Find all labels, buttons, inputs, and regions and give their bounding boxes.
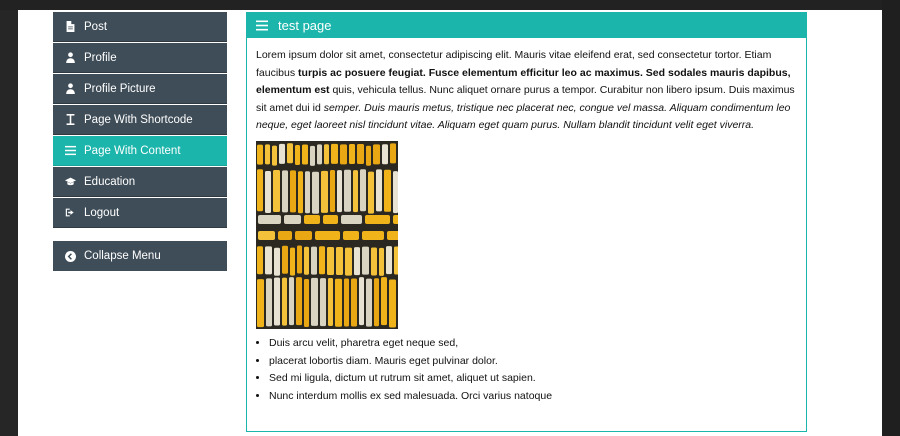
sidebar-item-label: Education — [84, 175, 136, 188]
window-right-gutter — [882, 0, 900, 436]
sidebar-item-education[interactable] — [53, 167, 227, 197]
pencils-photo — [256, 141, 398, 329]
sidebar-item-post[interactable] — [53, 12, 227, 42]
paragraph-bold-text: turpis ac posuere feugiat. Fusce elementum efficitur leo ac maximus. Sed sodales mauris dapibus, elementum est — [256, 66, 791, 97]
collapse-menu-button[interactable] — [53, 241, 227, 271]
text-cursor-icon — [62, 113, 78, 127]
sidebar-item-label: Logout — [84, 206, 120, 219]
sidebar-item-profile[interactable] — [53, 43, 227, 73]
list-item: • Nunc interdum mollis ex sed malesuada. Orci varius natoque — [269, 388, 796, 406]
panel-body — [247, 38, 806, 405]
paragraph-text: Lorem ipsum dolor sit amet, consectetur adipiscing elit. Mauris vitae eleifend erat, sed consectetur tortor. Etiam faucibus — [256, 49, 772, 79]
bullet-list — [256, 335, 796, 405]
paragraph-italic-text: semper. Duis mauris metus, tristique nec placerat nec, congue vel massa. Aliquam condimentum leo neque, eget laoreet nisl tincidunt vitae. Aliquam eget quam purus. Nullam blandit tincidunt velit eget viverra. — [256, 101, 791, 132]
sidebar-item-label: Page With Shortcode — [84, 113, 193, 126]
paragraph-text: quis, vehicula tellus. Nunc aliquet ornare purus a tempor. Curabitur non libero ipsum. Duis maximus sit amet dui id — [256, 84, 795, 114]
list-icon — [62, 144, 78, 158]
panel-header — [247, 13, 806, 38]
sidebar-item-label: Profile — [84, 51, 117, 64]
sidebar-item-profile-picture[interactable] — [53, 74, 227, 104]
file-icon — [62, 20, 78, 34]
list-item: • Duis arcu velit, pharetra eget neque sed, — [269, 335, 796, 353]
content-image — [256, 141, 398, 329]
sidebar-menu — [53, 12, 227, 229]
body-paragraph — [256, 47, 796, 135]
list-icon — [256, 20, 268, 31]
user-icon — [62, 51, 78, 65]
sidebar-item-logout[interactable] — [53, 198, 227, 228]
list-item: • placerat lobortis diam. Mauris eget pulvinar dolor. — [269, 353, 796, 371]
collapse-menu-label: Collapse Menu — [84, 250, 161, 262]
sidebar-item-page-with-content[interactable] — [53, 136, 227, 166]
sidebar-item-page-with-shortcode[interactable] — [53, 105, 227, 135]
chevron-left-circle-icon — [62, 249, 78, 263]
sidebar-item-label: Profile Picture — [84, 82, 156, 95]
content-panel — [246, 12, 807, 432]
list-item: • Sed mi ligula, dictum ut rutrum sit amet, aliquet ut sapien. — [269, 370, 796, 388]
logout-icon — [62, 206, 78, 220]
user-icon — [62, 82, 78, 96]
sidebar-item-label: Post — [84, 20, 108, 33]
sidebar-item-label: Page With Content — [84, 144, 181, 157]
page-title: test page — [278, 18, 332, 33]
graduation-cap-icon — [62, 175, 78, 189]
window-top-strip — [0, 0, 900, 10]
